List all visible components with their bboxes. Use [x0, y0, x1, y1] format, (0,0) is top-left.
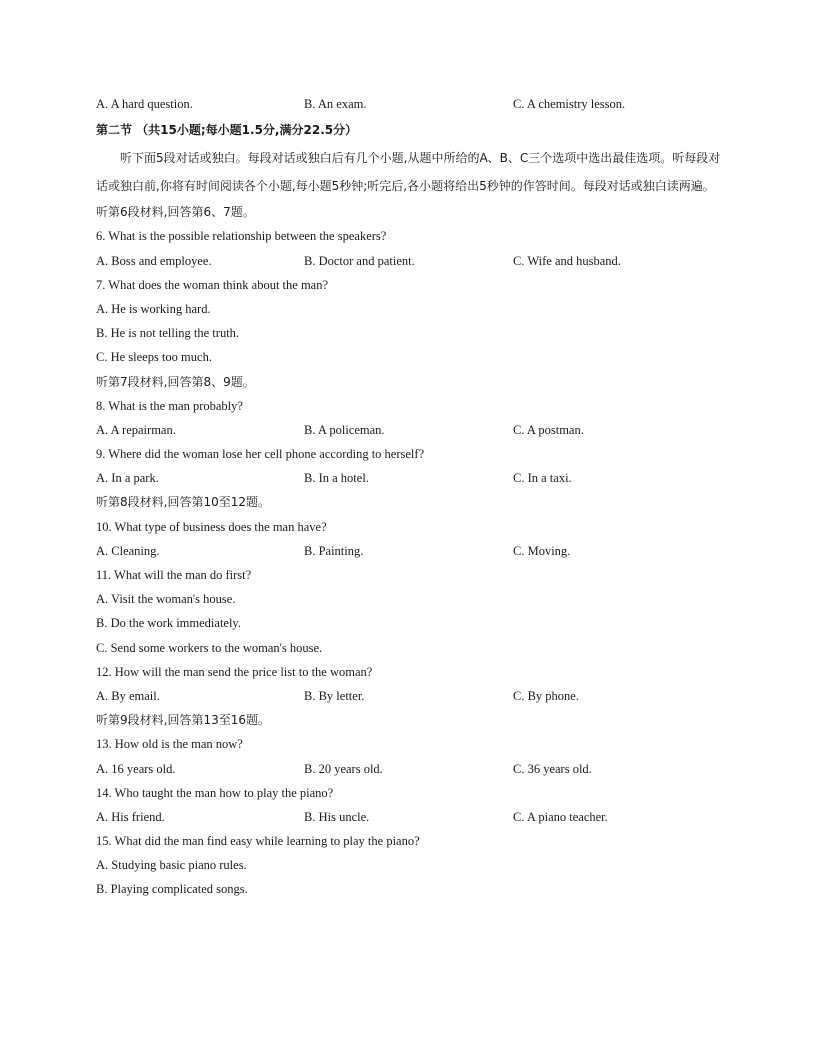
section-title: 第二节 （共15小题;每小题1.5分,满分22.5分）	[96, 123, 358, 138]
group-heading: 听第9段材料,回答第13至16题。	[96, 713, 270, 728]
option: C. 36 years old.	[513, 761, 592, 776]
option: B. A policeman.	[304, 422, 385, 437]
option-b: B. An exam.	[304, 97, 367, 111]
question-stem: 11. What will the man do first?	[96, 568, 252, 582]
option: B. By letter.	[304, 688, 365, 703]
group-heading: 听第6段材料,回答第6、7题。	[96, 205, 255, 220]
option: A. By email.	[96, 688, 160, 703]
option: B. In a hotel.	[304, 471, 369, 486]
option: A. Studying basic piano rules.	[96, 858, 247, 873]
exam-page	[96, 92, 726, 902]
question-groups	[96, 200, 726, 901]
option: C. A postman.	[513, 422, 584, 437]
options-row	[96, 757, 726, 781]
question-stem: 10. What type of business does the man have?	[96, 519, 327, 534]
option: B. Playing complicated songs.	[96, 882, 248, 897]
option: A. Cleaning.	[96, 543, 160, 558]
option: C. Send some workers to the woman's house.	[96, 640, 323, 655]
options-row	[96, 249, 726, 273]
section-instructions: 听下面5段对话或独白。每段对话或独白后有几个小题,从题中所给的A、B、C三个选项中选出最佳选项。听每段对话或独白前,你将有时间阅读各个小题,每小题5秒钟;听完后,各小题将给出5秒钟的作答时间。每段对话或独白读两遍。	[96, 151, 721, 194]
option-a: A. A hard question.	[96, 97, 193, 111]
question-stem: 9. Where did the woman lose her cell phone according to herself?	[96, 447, 425, 462]
option: C. A piano teacher.	[513, 809, 608, 824]
options-row	[96, 418, 726, 442]
options-row	[96, 466, 726, 490]
option: C. In a taxi.	[513, 471, 572, 486]
question-stem: 15. What did the man find easy while learning to play the piano?	[96, 834, 420, 849]
option: A. He is working hard.	[96, 301, 211, 316]
option: C. He sleeps too much.	[96, 350, 212, 365]
q5-options	[96, 92, 726, 116]
option: B. His uncle.	[304, 809, 370, 824]
question-stem: 6. What is the possible relationship between the speakers?	[96, 229, 387, 244]
question-stem: 7. What does the woman think about the man?	[96, 277, 329, 292]
option: B. Doctor and patient.	[304, 253, 415, 268]
question-stem: 13. How old is the man now?	[96, 737, 243, 752]
question-stem: 14. Who taught the man how to play the piano?	[96, 785, 334, 800]
options-row	[96, 684, 726, 708]
option: B. He is not telling the truth.	[96, 326, 240, 341]
option: A. Boss and employee.	[96, 253, 212, 268]
options-row	[96, 539, 726, 563]
group-heading: 听第8段材料,回答第10至12题。	[96, 495, 270, 510]
option-c: C. A chemistry lesson.	[513, 97, 626, 111]
option: A. Visit the woman's house.	[96, 592, 236, 607]
option: A. His friend.	[96, 809, 165, 824]
option: A. In a park.	[96, 471, 159, 486]
options-row	[96, 805, 726, 829]
option: B. Painting.	[304, 543, 364, 558]
option: B. Do the work immediately.	[96, 616, 241, 631]
option: C. Moving.	[513, 543, 571, 558]
option: B. 20 years old.	[304, 761, 383, 776]
option: C. By phone.	[513, 688, 579, 703]
question-stem: 8. What is the man probably?	[96, 398, 243, 413]
option: A. 16 years old.	[96, 761, 176, 776]
group-heading: 听第7段材料,回答第8、9题。	[96, 374, 255, 389]
option: C. Wife and husband.	[513, 253, 621, 268]
option: A. A repairman.	[96, 422, 176, 437]
question-stem: 12. How will the man send the price list to the woman?	[96, 664, 373, 679]
